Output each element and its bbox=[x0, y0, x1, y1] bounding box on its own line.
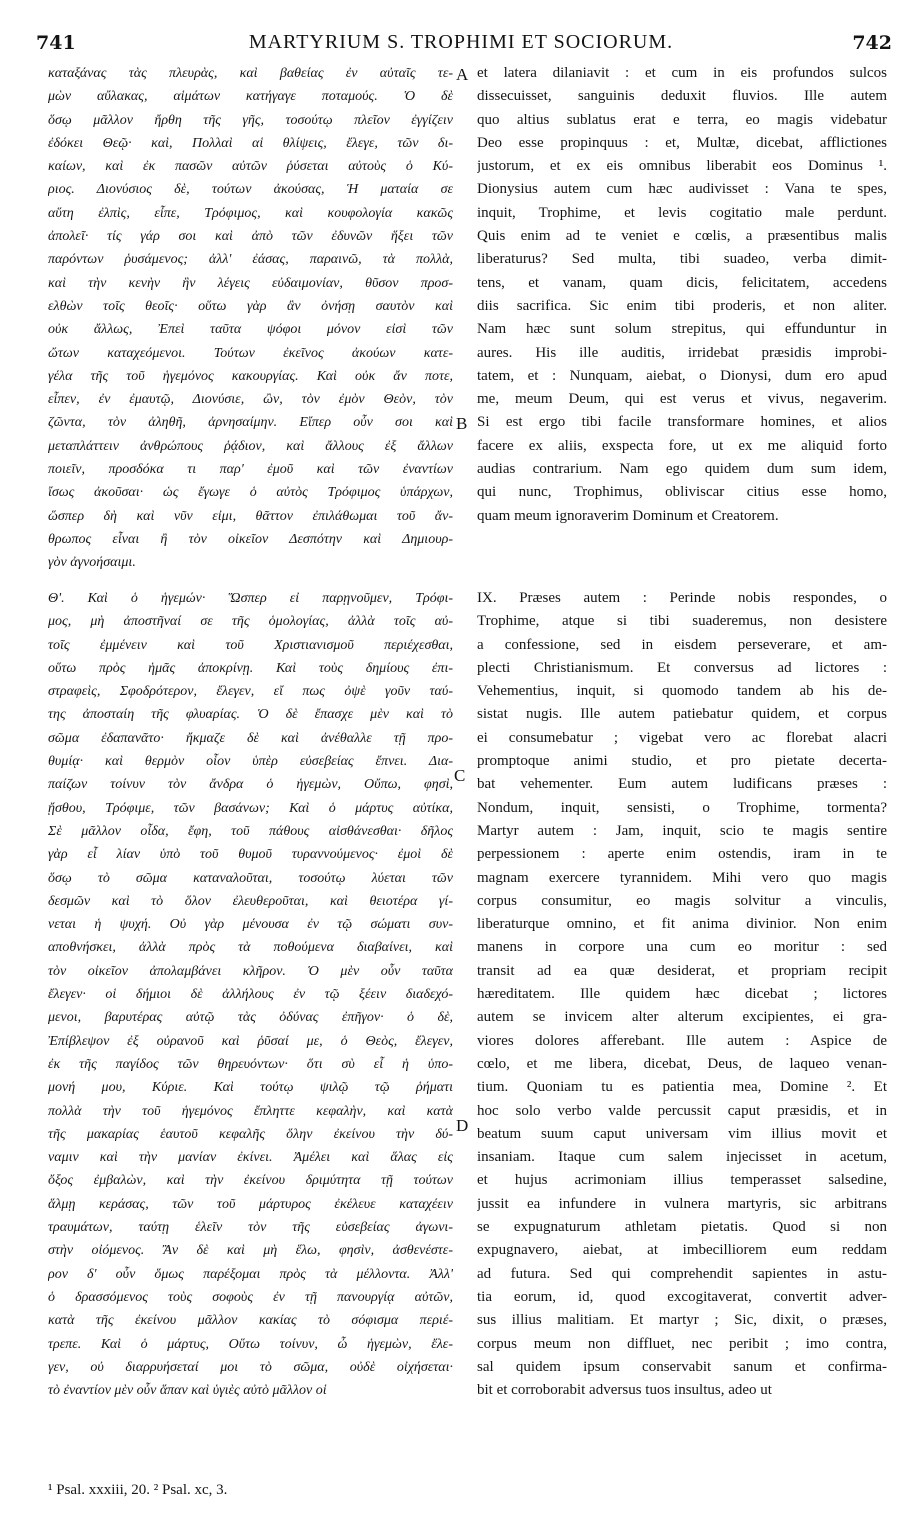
text-line: θρωπος εἶναι ἢ τὸν οἰκεῖον Δεσπότην καὶ Δημιουρ- bbox=[48, 531, 453, 547]
text-line: νεται ἡ ψυχή. Οὐ γὰρ μένουσα ἐν τῷ σώματι συν- bbox=[48, 917, 453, 933]
text-line: ἐδόκει Θεῷ· καὶ, Πολλαὶ αἱ θλίψεις, ἔλεγε, τῶν δι- bbox=[48, 135, 453, 151]
text-line: γὰρ εἶ λίαν ὑπὸ τοῦ θυμοῦ τυραννούμενος· ἐμοὶ δὲ bbox=[48, 847, 453, 863]
text-line: καταξάνας τὰς πλευρὰς, καὶ βαθείας ἐν αὐταῖς τε- bbox=[48, 66, 453, 81]
text-line: IX. Præses autem : Perinde nobis respondes, o bbox=[477, 590, 887, 606]
text-line: Vehementius, inquit, si quomodo tandem ab his de- bbox=[477, 683, 887, 700]
text-line: corpus consumitur, eo magis solvitur a vinculis, bbox=[477, 892, 887, 909]
text-line: ᾔσθου, Τρόφιμε, τῶν βασάνων; Καὶ ὁ μάρτυς αὐτίκα, bbox=[48, 800, 453, 816]
text-line: Dionysius autem cum hæc audivisset : Vana te spes, bbox=[477, 181, 887, 198]
text-line: μονή μου, Κύριε. Καὶ τούτῳ ψιλῷ τῷ ῥήματι bbox=[48, 1080, 453, 1096]
text-line: me, meum Deum, qui est verus et vivus, negaverim. bbox=[477, 391, 887, 408]
text-line: tia eorum, id, quod excogitaverat, convertit adver- bbox=[477, 1288, 887, 1305]
text-line: ὥσπερ δὴ καὶ νῦν εἰμι, θᾶττον ἐπιλάθωμαι τοῦ ἄν- bbox=[48, 508, 453, 524]
text-line: Nondum, inquit, sensisti, o Trophime, tormenta? bbox=[477, 799, 887, 816]
text-line: Deo esse propinquus : et, Multæ, dicebat, afflictiones bbox=[477, 134, 887, 151]
text-line: dissecuisset, sanguinis deduxit fluvios. Ille autem bbox=[477, 88, 887, 105]
text-line: μενοι, βαρυτέρας αὐτῷ τὰς ὀδύνας ἐπῆγον· ὁ δὲ, bbox=[48, 1010, 453, 1026]
text-line: μεταπλάττειν ἀνθρώπους ῥᾴδιον, καὶ ἄλλους ἐξ ἄλλων bbox=[48, 438, 453, 454]
margin-marker-b: B bbox=[456, 414, 468, 433]
text-line: inquit, Trophime, et levis cogitatio male perdunt. bbox=[477, 204, 887, 221]
text-line: γέλα τῆς τοῦ ἡγεμόνος κακουργίας. Καὶ οὐκ ἄν ποτε, bbox=[48, 368, 453, 384]
text-line: ποιεῖν, προσδόκα τι παρ' ἐμοῦ καὶ τῶν ἐναντίων bbox=[48, 462, 453, 478]
text-line: ζῶντα, τὸν ἀληθῆ, ἀρνησαίμην. Εἴπερ οὖν σοι καὶ bbox=[48, 415, 453, 431]
text-line: insaniam. Itaque cum salem injecisset in acetum, bbox=[477, 1149, 887, 1166]
text-line: Trophime, atque si tibi suaderemus, non desistere bbox=[477, 613, 887, 630]
running-title: MARTYRIUM S. TROPHIMI ET SOCIORUM. bbox=[248, 31, 674, 53]
text-line: οὕτω πρὸς ἡμᾶς ἀποκρίνῃ. Καὶ τοὺς δημίους ἐπι- bbox=[48, 660, 453, 676]
text-line: ὄξος ἐμβαλὼν, καὶ τὴν ἐκείνου δριμύτητα τῇ τούτων bbox=[48, 1173, 453, 1189]
text-line: Θ'. Καὶ ὁ ἡγεμών· Ὥσπερ εἰ παρῃνοῦμεν, Τρόφι- bbox=[48, 591, 453, 606]
text-line: πολλὰ τὴν τοῦ ἡγεμόνος ἔπληττε κεφαλὴν, καὶ κατὰ bbox=[48, 1103, 453, 1119]
text-line: promptoque animi studio, et pro pietate decerta- bbox=[477, 753, 887, 770]
text-line: ἐκ τῆς παγίδος τῶν θηρευόντων· ὅτι σὺ εἶ ἡ ὑπο- bbox=[48, 1056, 453, 1072]
text-line: ἅλμῃ κεράσας, τῶν τοῦ μάρτυρος ἐκέλευε καταχέειν bbox=[48, 1196, 453, 1212]
latin-block-2 bbox=[477, 587, 887, 1402]
text-line: τῆς μακαρίας ἑαυτοῦ κεφαλῆς ὅλην ἐκείνου τὴν δύ- bbox=[48, 1126, 453, 1142]
text-line: et hujus acrimoniam illius temperasset salsedine, bbox=[477, 1172, 887, 1189]
text-line: tens, et vanam, quam dicis, felicitatem, accedens bbox=[477, 274, 887, 291]
page-header bbox=[0, 0, 922, 60]
text-line: τοῖς ἐμμένειν καὶ τοῦ Χριστιανισμοῦ περιέχεσθαι, bbox=[48, 637, 453, 653]
text-line: autem se invicem alter alterum excipientes, ei gra- bbox=[477, 1009, 887, 1026]
text-line: perpessionem : aperte enim ostendis, iram in te bbox=[477, 846, 887, 863]
text-line: ὁ δρασσόμενος τοὺς σοφοὺς ἐν τῇ πανουργίᾳ αὐτῶν, bbox=[48, 1289, 453, 1305]
text-line: στὴν οἰόμενος. Ἂν δὲ καὶ μὴ ἕλω, φησὶν, ἀσθενέστε- bbox=[48, 1243, 453, 1259]
text-line: θυμίᾳ· καὶ θερμὸν οἷον ὑπὲρ εὐσεβείας ἔπνει. Δια- bbox=[48, 754, 453, 770]
text-line: expugnavero, aiebat, at imbecilliorem eum reddam bbox=[477, 1242, 887, 1259]
text-line: Nam hæc sunt solum strepitus, qui effunduntur in bbox=[477, 321, 887, 338]
text-line: bit et corroborabit adversus tuos insultus, adeo ut bbox=[477, 1382, 772, 1399]
text-line: αὕτη ἐλπὶς, εἶπε, Τρόφιμος, καὶ κουφολογία κακῶς bbox=[48, 205, 453, 221]
text-line: cœlo, et me libera, dicebat, Deus, de laqueo venan- bbox=[477, 1055, 887, 1072]
latin-block-1 bbox=[477, 62, 887, 528]
greek-block-2 bbox=[48, 587, 453, 1402]
text-line: audias contrarium. Nam ego quidem dum sum idem, bbox=[477, 461, 887, 478]
text-line: τρεπε. Καὶ ὁ μάρτυς, Οὕτω τοίνυν, ὦ ἡγεμὼν, ἔλε- bbox=[48, 1336, 453, 1352]
text-line: qui nunc, Trophimus, obliviscar citius esse homo, bbox=[477, 484, 887, 501]
text-line: liberaturque omnino, et fit anima divinior. Non enim bbox=[477, 916, 887, 933]
text-line: bat vehementer. Eum autem ludificans præses : bbox=[477, 776, 887, 793]
text-line: diis sacrifica. Sic enim tibi proderis, et non aliter. bbox=[477, 297, 887, 314]
text-line: ὅσῳ μᾶλλον ἤρθη τῆς γῆς, τοσούτῳ πλεῖον ἐγγίζειν bbox=[48, 112, 453, 128]
text-line: Quis enim ad te veniet e cœlis, a præsentibus malis bbox=[477, 228, 887, 245]
text-line: εἶπεν, ἐν ἐμαυτῷ, Διονύσιε, ὢν, τὸν ἐμὸν Θεὸν, τὸν bbox=[48, 392, 453, 408]
text-line: Ἐπίβλεψον ἐξ οὐρανοῦ καὶ ῥῦσαί με, ὁ Θεὸς, ἔλεγεν, bbox=[48, 1033, 453, 1049]
text-line: σῶμα ἐδαπανᾶτο· ἤκμαζε δὲ καὶ ἀνέθαλλε τῇ προ- bbox=[48, 730, 453, 746]
text-line: et latera dilaniavit : et cum in eis profundos sulcos bbox=[477, 65, 887, 81]
text-line: ναμιν καὶ τὴν μανίαν ἐκίνει. Ἀμέλει καὶ ἅλας εἰς bbox=[48, 1150, 453, 1166]
text-line: ἴσως ἀκοῦσαι· ὡς ἔγωγε ὁ αὐτὸς Τρόφιμος ὑπάρχων, bbox=[48, 485, 453, 501]
text-line: hæreditatem. Ille quidem hæc dicebat ; lictores bbox=[477, 986, 887, 1003]
text-line: δεσμῶν καὶ τὸ ὅλον ἐλευθεροῦται, καὶ θειοτέρα γί- bbox=[48, 893, 453, 909]
text-line: sal quidem ipsum conservabit sanum et confirma- bbox=[477, 1358, 887, 1375]
text-line: τὸ ἐναντίον μὲν οὖν ἅπαν καὶ ὑγιὲς αὐτὸ μᾶλλον οἱ bbox=[48, 1383, 327, 1399]
text-line: transit ad ea quæ desiderat, et propriam recipit bbox=[477, 962, 887, 979]
text-line: καίων, καὶ ἐκ πασῶν αὐτῶν ῥύσεται αὐτοὺς ὁ Κύ- bbox=[48, 159, 453, 175]
text-line: οὐκ ἄλλως, Ἐπεὶ ταῦτα ψόφοι μόνον εἰσὶ τῶν bbox=[48, 322, 453, 338]
text-line: ἔλεγεν· οἱ δήμιοι δὲ ἀλλήλους ἐν τῷ ξέειν διαδεχό- bbox=[48, 987, 453, 1003]
text-line: τὸν οἰκεῖον ἀπολαμβάνει κλῆρον. Ὁ μὲν οὖν ταῦτα bbox=[48, 963, 453, 979]
text-line: της ἀποσταίη τῆς φλυαρίας. Ὁ δὲ ἔπασχε μὲν καὶ τὸ bbox=[48, 707, 453, 723]
text-line: ei consumebatur ; vigebat vero ac florebat alacri bbox=[477, 729, 887, 746]
text-line: ἀπολεῖ· τίς γάρ σοι καὶ ἀπὸ τῶν ἐδυνῶν ἥξει τῶν bbox=[48, 229, 453, 245]
text-line: hoc solo verbo valde percussit caput præsidis, et in bbox=[477, 1102, 887, 1119]
text-line: a confessione, sed in eisdem perseverare, et am- bbox=[477, 636, 887, 653]
margin-marker-a: A bbox=[456, 65, 469, 84]
text-line: tium. Quoniam tu es patientia mea, Domine ². Et bbox=[477, 1079, 887, 1096]
text-line: ὅσῳ τὸ σῶμα καταναλοῦται, τοσούτῳ λύεται τῶν bbox=[48, 870, 453, 886]
text-line: μος, μὴ ἀποστῆναί σε τῆς ὁμολογίας, ἀλλὰ τοῖς αὐ- bbox=[48, 614, 453, 630]
text-line: manens in corpore una cum eo moritur : sed bbox=[477, 939, 887, 956]
latin-column bbox=[477, 62, 887, 1472]
text-line: beatum suum caput universam vim illius movit et bbox=[477, 1125, 887, 1142]
text-line: quo altius sublatus erat e terra, eo magis videbatur bbox=[477, 111, 887, 128]
text-line: plecti Christianismum. Et conversus ad lictores : bbox=[477, 659, 887, 676]
text-line: corpus meum non diffluet, nec peribit ; imo contra, bbox=[477, 1335, 887, 1352]
text-line: Si est ergo tibi facile transformare homines, et alios bbox=[477, 414, 887, 431]
margin-marker-d: D bbox=[456, 1116, 469, 1135]
text-line: μὼν αὔλακας, αἱμάτων κατήγαγε ποταμούς. Ὁ δὲ bbox=[48, 89, 453, 105]
text-line: liberaturus? Sed multa, tibi suadeo, verba dimit- bbox=[477, 251, 887, 268]
text-line: ad futura. Sed qui comprehendit sapientes in astu- bbox=[477, 1265, 887, 1282]
text-line: quam meum ignoraverim Dominum et Creatorem. bbox=[477, 507, 779, 524]
text-line: tatem, et : Nunquam, aiebat, o Dionysi, dum ero apud bbox=[477, 367, 887, 384]
text-line: παίζων τοίνυν τὸν ἄνδρα ὁ ἡγεμὼν, Οὔπω, φησὶ, bbox=[48, 777, 453, 793]
text-line: Σὲ μᾶλλον οἶδα, ἔφη, τοῦ πάθους αἰσθάνεσθαι· δῆλος bbox=[48, 823, 453, 839]
text-line: sistat nugis. Ille autem patiebatur quidem, et corpus bbox=[477, 706, 887, 723]
margin-marker-c: C bbox=[454, 766, 466, 785]
footnotes: ¹ Psal. xxxiii, 20. ² Psal. xc, 3. bbox=[48, 1482, 228, 1498]
text-line: παρόντων ῥυσάμενος; ἀλλ' ἐάσας, παραινῶ, τὰ πολλὰ, bbox=[48, 252, 453, 268]
text-line: καὶ τὴν κενὴν ἣν λέγεις εὐδαιμονίαν, θῦσον προσ- bbox=[48, 275, 453, 291]
text-line: γὸν ἀγνοήσαιμι. bbox=[48, 555, 136, 571]
text-line: ριος. Διονύσιος δὲ, τούτων ἀκούσας, Ἡ ματαία σε bbox=[48, 182, 453, 198]
text-line: στραφεὶς, Σφοδρότερον, ἔλεγεν, εἴ πως ὀψὲ γοῦν ταύ- bbox=[48, 684, 453, 700]
greek-column bbox=[48, 62, 453, 1472]
text-line: justorum, et ex eis omnibus liberabit eos Dominus ¹. bbox=[477, 158, 887, 175]
text-line: sus illius malitiam. Et martyr ; Sic, dixit, o præses, bbox=[477, 1312, 887, 1329]
text-line: αποθνήσκει, ἀλλὰ πρὸς τὰ ποθούμενα διαβαίνει, καὶ bbox=[48, 940, 453, 956]
text-line: ὤτων καταχεόμενοι. Τούτων ἐκεῖνος ἀκούων κατε- bbox=[48, 345, 453, 361]
text-line: γεν, οὐ διαρρυήσεταί μοι τὸ σῶμα, οὐδὲ οἰχήσεται· bbox=[48, 1359, 453, 1375]
text-line: facere ex aliis, exspecta fore, ut ex me aliquid forto bbox=[477, 437, 887, 454]
text-line: τραυμάτων, ταύτῃ ἑλεῖν τὸν τῆς εὐσεβείας ἀγωνι- bbox=[48, 1220, 453, 1236]
greek-block-1 bbox=[48, 62, 453, 575]
text-line: aures. His ille auditis, irridebat præsidis improbi- bbox=[477, 344, 887, 361]
text-line: ελθὼν τοῖς θεοῖς· οὕτω γὰρ ἂν ὀνήσῃ σαυτὸν καὶ bbox=[48, 298, 453, 314]
text-line: κατὰ τῆς ἐκείνου μᾶλλον κακίας τὸ σόφισμα περιέ- bbox=[48, 1313, 453, 1329]
text-line: viores dolores afferebant. Ille autem : Aspice de bbox=[477, 1032, 887, 1049]
right-page-number: 742 bbox=[852, 32, 892, 54]
left-page-number: 741 bbox=[36, 32, 76, 54]
text-line: ρον δ' οὖν ὅμως παρέξομαι πρὸς τὰ μέλλοντα. Ἀλλ' bbox=[48, 1266, 453, 1282]
text-line: se expugnaturum athletam pietatis. Quod si non bbox=[477, 1219, 887, 1236]
text-line: magnam exercere tyrannidem. Mihi vero quo magis bbox=[477, 869, 887, 886]
text-line: jussit ea infundere in vulnera martyris, sic arbitrans bbox=[477, 1195, 887, 1212]
text-line: Martyr autem : Jam, inquit, scio te magis sentire bbox=[477, 822, 887, 839]
